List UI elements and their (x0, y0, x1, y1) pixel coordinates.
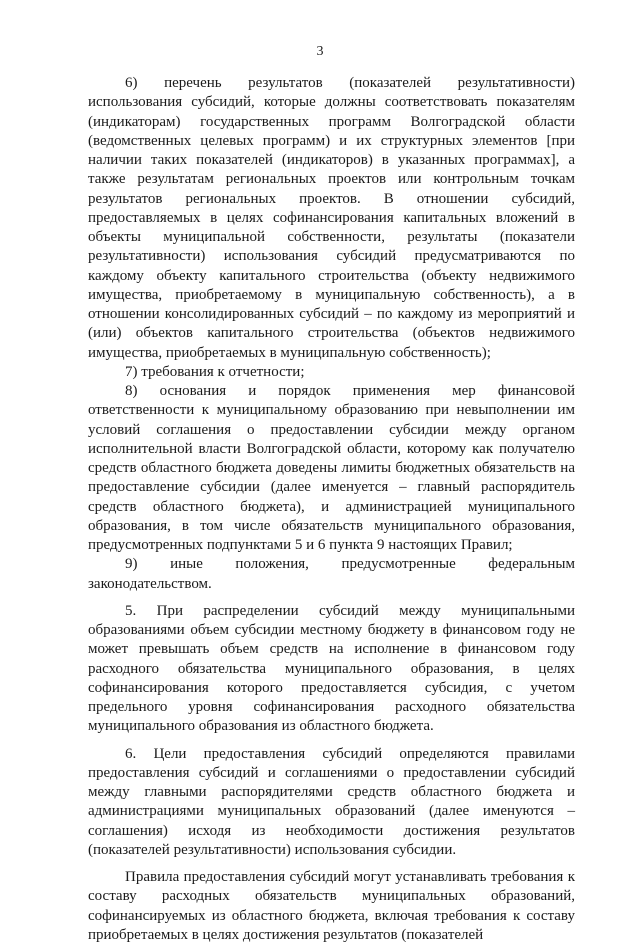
paragraph-rules-requirements: Правила предоставления субсидий могут устанавливать требования к составу расходных обязательств муниципальных образований, софинансируемых из областного бюджета, включая требования к составу приобретаемых в целях достижения результатов (показателей (88, 869, 575, 943)
paragraph-item-8: 8) основания и порядок применения мер финансовой ответственности к муниципальному образованию при невыполнении им условий соглашения о предоставлении субсидии между органом исполнительной власти Волгоградской области, которому как получателю средств областного бюджета доведены лимиты бюджетных обязательств на предоставление субсидии (далее именуется – главный распорядитель средств областного бюджета), и администрацией муниципального образования, в том числе обязательств муниципального образования, предусмотренных подпунктами 5 и 6 пункта 9 настоящих Правил; (88, 383, 575, 553)
paragraph-item-9: 9) иные положения, предусмотренные федеральным законодательством. (88, 556, 575, 592)
paragraph-item-6: 6) перечень результатов (показателей результативности) использования субсидий, которые должны соответствовать показателям (индикаторам) государственных программ Волгоградской области (ведомственных целевых программ) и их структурных элементов [при наличии таких показателей (индикаторов) в указанных программах], а также результатам региональных проектов или контрольным точкам результатов региональных проектов. В отношении субсидий, предоставляемых в целях софинансирования капитальных вложений в объекты муниципальной собственности, результаты (показатели результативности) использования субсидий предусматриваются по каждому объекту капитального строительства (объекту недвижимого имущества, приобретаемому в муниципальную собственность), а в отношении консолидированных субсидий – по каждому из мероприятий и (или) объектов капитального строительства (объектов недвижимого имущества, приобретаемых в муниципальную собственность); (88, 75, 575, 361)
paragraph-clause-5: 5. При распределении субсидий между муниципальными образованиями объем субсидии местному бюджету в финансовом году не может превышать объем средств на исполнение в финансовом году расходного обязательства муниципального образования, в целях софинансирования которого предоставляется субсидия, с учетом предельного уровня софинансирования расходного обязательства муниципального образования из областного бюджета. (88, 602, 575, 735)
page-number: 3 (316, 44, 324, 59)
paragraph-clause-6: 6. Цели предоставления субсидий определяются правилами предоставления субсидий и соглашениями о предоставлении субсидий между главными распорядителями средств областного бюджета и администрациями муниципальных образований (далее именуются – соглашения) исходя из необходимости достижения результатов (показателей результативности) использования субсидии. (88, 745, 575, 858)
document-body (88, 74, 575, 945)
paragraph-item-7: 7) требования к отчетности; (125, 363, 305, 380)
